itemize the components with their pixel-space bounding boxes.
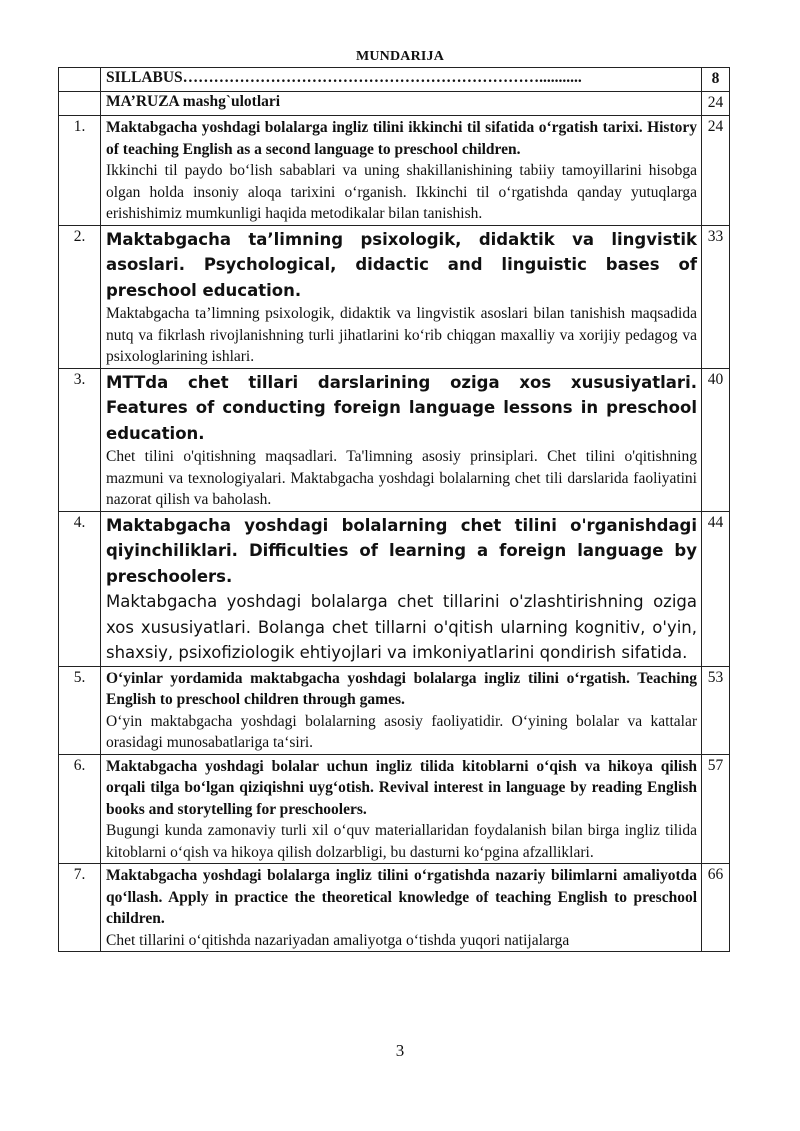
toc-entry-page: 24 bbox=[702, 116, 730, 226]
toc-row-lectures bbox=[59, 92, 730, 116]
toc-entry-title: Maktabgacha yoshdagi bolalar uchun ingliz tilida kitoblarni o‘qish va hikoya qilish orqali tilga bo‘lgan qiziqishni uyg‘otish. Revival interest in language by reading English books and storytelling for preschoolers. bbox=[106, 757, 697, 818]
toc-entry-page: 40 bbox=[702, 368, 730, 511]
toc-entry-num: 5. bbox=[59, 666, 101, 754]
toc-entry-description: Ikkinchi til paydo bo‘lish sabablari va uning shakillanishining tabiiy tamoyillarini hisobga olgan holda insoniy aloqa tarixini o‘rganish. Ikkinchi til o‘rgatishda qanday yutuqlarga erishishimiz mumkunligi haqida metodikalar bilan tanishish. bbox=[106, 162, 697, 222]
toc-entry-content bbox=[101, 864, 702, 952]
toc-entry-num: 4. bbox=[59, 511, 101, 666]
toc-entry-title: O‘yinlar yordamida maktabgacha yoshdagi bolalarga ingliz tilini o‘rgatish. Teaching English to preschool children through games. bbox=[106, 669, 697, 708]
toc-num-cell bbox=[59, 68, 101, 92]
toc-entry-page: 33 bbox=[702, 225, 730, 368]
toc-entry-description: Maktabgacha yoshdagi bolalarga chet tillarini o'zlashtirishning oziga xos xususiyatlari. Bolanga chet tillarni o'qitish ularning kognitiv, o'yin, shaxsiy, psixofiziologik ehtiyojlari va imkoniyatlarini qondirish sifatida. bbox=[106, 592, 697, 662]
toc-entry-page: 44 bbox=[702, 511, 730, 666]
toc-entry-row bbox=[59, 754, 730, 864]
toc-entry-title: Maktabgacha yoshdagi bolalarning chet tilini o'rganishdagi qiyinchiliklari. Difficulties of learning a foreign language by preschoolers. bbox=[106, 515, 697, 586]
toc-entry-title: Maktabgacha ta’limning psixologik, didaktik va lingvistik asoslari. Psychological, didactic and linguistic bases of preschool education. bbox=[106, 229, 697, 300]
toc-entry-content bbox=[101, 754, 702, 864]
toc-entry-description: Chet tillarini o‘qitishda nazariyadan amaliyotga o‘tishda yuqori natijalarga bbox=[106, 931, 570, 949]
toc-entry-row bbox=[59, 116, 730, 226]
toc-entry-num: 2. bbox=[59, 225, 101, 368]
toc-entry-page: 53 bbox=[702, 666, 730, 754]
page-number: 3 bbox=[395, 1041, 405, 1060]
toc-entry-num: 6. bbox=[59, 754, 101, 864]
toc-entry-title: MTTda chet tillari darslarining oziga xos xususiyatlari. Features of conducting foreign language lessons in preschool education. bbox=[106, 372, 697, 443]
lecture-section-page: 24 bbox=[702, 92, 730, 116]
toc-entry-row bbox=[59, 368, 730, 511]
toc-entry-row bbox=[59, 864, 730, 952]
toc-entry-description: Bugungi kunda zamonaviy turli xil o‘quv materiallaridan foydalanish bilan birga ingliz tilida kitoblarni o‘qish va hikoya qilish dolzarbligi, bu dasturni ko‘pgina afzalliklari. bbox=[106, 822, 697, 861]
toc-entry-num: 3. bbox=[59, 368, 101, 511]
toc-entry-page: 66 bbox=[702, 864, 730, 952]
page-title: MUNDARIJA bbox=[355, 49, 445, 64]
toc-entry-row bbox=[59, 225, 730, 368]
toc-entry-description: Maktabgacha ta’limning psixologik, didaktik va lingvistik asoslari bilan tanishish maqsadida nutq va fikrlash rivojlanishning turli jihatlarini ko‘rib chiqgan maxalliy va xorijiy pedagog va psixologlarining ishlari. bbox=[106, 305, 697, 365]
toc-entry-description: O‘yin maktabgacha yoshdagi bolalarning asosiy faoliyatidir. O‘yining bolalar va kattalar orasidagi munosabatlariga ta‘siri. bbox=[106, 712, 697, 751]
toc-row-syllabus bbox=[59, 68, 730, 92]
syllabus-label: SILLABUS……………………………………………………………........... bbox=[106, 69, 582, 86]
toc-entry-num: 1. bbox=[59, 116, 101, 226]
toc-content-cell bbox=[101, 68, 702, 92]
toc-content-cell bbox=[101, 92, 702, 116]
syllabus-page: 8 bbox=[702, 68, 730, 92]
toc-entry-content bbox=[101, 511, 702, 666]
toc-entry-content bbox=[101, 666, 702, 754]
toc-num-cell bbox=[59, 92, 101, 116]
toc-entry-content bbox=[101, 368, 702, 511]
toc-entry-page: 57 bbox=[702, 754, 730, 864]
table-of-contents bbox=[58, 67, 730, 952]
toc-entry-content bbox=[101, 225, 702, 368]
toc-entry-title: Maktabgacha yoshdagi bolalarga ingliz tilini ikkinchi til sifatida o‘rgatish tarixi. History of teaching English as a second language to preschool children. bbox=[106, 119, 697, 158]
lecture-section-label: MA’RUZA mashg`ulotlari bbox=[106, 93, 281, 110]
toc-entry-row bbox=[59, 666, 730, 754]
toc-entry-num: 7. bbox=[59, 864, 101, 952]
toc-entry-description: Chet tilini o'qitishning maqsadlari. Ta'limning asosiy prinsiplari. Chet tilini o'qitishning mazmuni va texnologiyalari. Maktabgacha yoshdagi bolalarning chet tili darslarida faoliyatini nazorat qilish va baholash. bbox=[106, 448, 697, 508]
toc-entry-row bbox=[59, 511, 730, 666]
toc-entry-title: Maktabgacha yoshdagi bolalarga ingliz tilini o‘rgatishda nazariy bilimlarni amaliyotda qo‘llash. Apply in practice the theoretical knowledge of teaching English to preschool children. bbox=[106, 867, 697, 927]
toc-entry-content bbox=[101, 116, 702, 226]
